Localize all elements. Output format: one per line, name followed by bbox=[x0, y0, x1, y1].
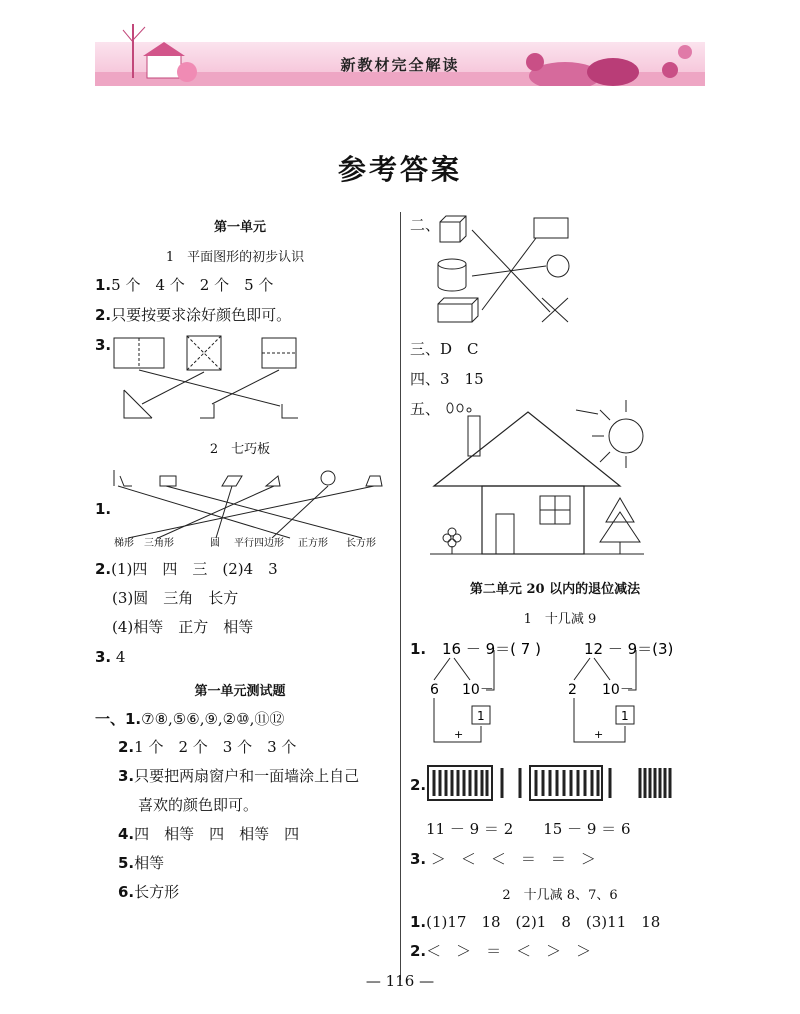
s1-answer-3-label: 3. bbox=[95, 336, 112, 354]
s2-answer-1-label: 1. bbox=[95, 500, 112, 518]
solid-matching-figure bbox=[432, 212, 582, 332]
u2s2-answer-1: 1.(1)17 18 (2)1 8 (3)11 18 bbox=[410, 913, 661, 931]
test-answer-1: 一、1.⑦⑧,⑤⑥,⑨,②⑩,⑪⑫ bbox=[95, 710, 285, 728]
test-answer-2: 2.1 个 2 个 3 个 3 个 bbox=[118, 738, 297, 756]
plus-sign: + bbox=[594, 728, 604, 741]
u2s1-answer-1-label: 1. bbox=[410, 640, 427, 658]
u2s2-answer-2: 2.＜ ＞ ＝ ＜ ＞ ＞ bbox=[410, 942, 592, 960]
split-part: 2 bbox=[568, 682, 577, 698]
equation-left: 16 － 9＝( 7 ) bbox=[442, 640, 541, 658]
u2s1-answer-3: 3. ＞ ＜ ＜ ＝ ＝ ＞ bbox=[410, 850, 596, 868]
shape-label: 圆 bbox=[210, 538, 220, 549]
split-part: 10－ bbox=[602, 682, 634, 698]
answer-si: 四、3 15 bbox=[410, 370, 484, 388]
test-answer-6: 6.长方形 bbox=[118, 883, 180, 901]
u2s1-answer-2-equations: 11 － 9 ＝ 2 15 － 9 ＝ 6 bbox=[426, 820, 631, 838]
house-drawing bbox=[430, 398, 652, 560]
unit2-section1-heading: 1 十几减 9 bbox=[523, 612, 597, 627]
test-answer-5: 5.相等 bbox=[118, 854, 165, 872]
answer-san: 三、D C bbox=[410, 340, 479, 358]
s1-answer-1: 1.5 个 4 个 2 个 5 个 bbox=[95, 276, 274, 294]
plus-sign: + bbox=[454, 728, 464, 741]
answer-wu-label: 五、 bbox=[410, 400, 441, 418]
shape-label: 平行四边形 bbox=[234, 538, 284, 549]
result-box: 1 bbox=[477, 709, 485, 723]
s2-answer-2-line3: (4)相等 正方 相等 bbox=[112, 618, 254, 636]
split-part: 10－ bbox=[462, 682, 494, 698]
s1-answer-2: 2.只要按要求涂好颜色即可。 bbox=[95, 306, 292, 324]
unit2-section2-heading: 2 十几减 8、7、6 bbox=[502, 888, 618, 903]
equation-right: 12 － 9＝(3) bbox=[584, 640, 674, 658]
tangram-matching-figure bbox=[112, 466, 392, 550]
s2-answer-2: 2.(1)四 四 三 (2)4 3 bbox=[95, 560, 278, 578]
split-part: 6 bbox=[430, 682, 439, 698]
unit2-heading: 第二单元 20 以内的退位减法 bbox=[469, 582, 641, 597]
test-answer-4: 4.四 相等 四 相等 四 bbox=[118, 825, 300, 843]
s2-answer-3: 3. 4 bbox=[95, 648, 126, 666]
page-title: 参考答案 bbox=[337, 153, 462, 186]
shape-label: 三角形 bbox=[144, 538, 174, 549]
shape-label: 梯形 bbox=[114, 538, 134, 549]
result-box: 1 bbox=[621, 709, 629, 723]
unit1-test-heading: 第一单元测试题 bbox=[194, 684, 286, 699]
test-answer-3: 3.只要把两扇窗户和一面墙涂上自己 bbox=[118, 767, 360, 785]
s2-answer-2-line2: (3)圆 三角 长方 bbox=[112, 589, 239, 607]
series-title: 新教材完全解读 bbox=[340, 56, 460, 74]
shape-matching-figure bbox=[112, 334, 312, 426]
test-answer-3-line2: 喜欢的颜色即可。 bbox=[138, 796, 259, 814]
section1-heading: 1 平面图形的初步认识 bbox=[165, 250, 305, 265]
decomposition-figure bbox=[420, 636, 710, 748]
shape-label: 正方形 bbox=[298, 538, 328, 549]
answer-er-label: 二、 bbox=[410, 216, 441, 234]
unit1-heading: 第一单元 bbox=[213, 220, 266, 235]
page-number: — 116 — bbox=[365, 972, 435, 990]
shape-label: 长方形 bbox=[346, 538, 376, 549]
u2s1-answer-2-label: 2. bbox=[410, 776, 427, 794]
stick-bundles-figure bbox=[426, 762, 686, 804]
column-divider bbox=[400, 212, 401, 980]
section2-heading: 2 七巧板 bbox=[209, 442, 271, 457]
